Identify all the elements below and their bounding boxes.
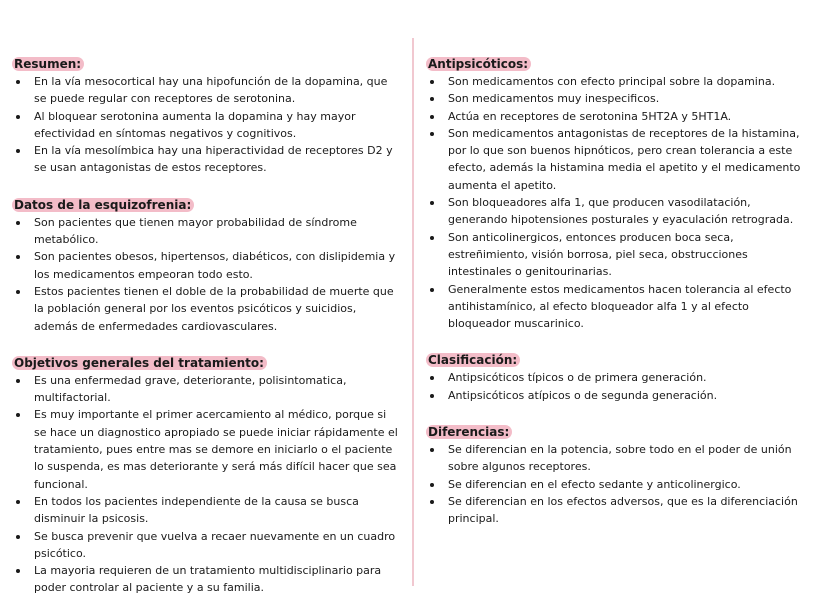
list-item: Se diferencian en la potencia, sobre todo en el poder de unión sobre algunos receptores. bbox=[428, 441, 808, 476]
section-heading: Clasificación: bbox=[426, 353, 520, 367]
section-resumen bbox=[14, 53, 402, 177]
list-item: Son pacientes obesos, hipertensos, diabéticos, con dislipidemia y los medicamentos empeoran todo esto. bbox=[14, 248, 402, 283]
section-heading: Objetivos generales del tratamiento: bbox=[12, 356, 267, 370]
bullet-list bbox=[14, 214, 402, 335]
column-divider bbox=[412, 38, 414, 586]
list-item: Actúa en receptores de serotonina 5HT2A y 5HT1A. bbox=[428, 108, 808, 125]
section-antipsicoticos bbox=[428, 53, 808, 332]
list-item: Son pacientes que tienen mayor probabilidad de síndrome metabólico. bbox=[14, 214, 402, 249]
list-item: En la vía mesolímbica hay una hiperactividad de receptores D2 y se usan antagonistas de estos receptores. bbox=[14, 142, 402, 177]
list-item: Se diferencian en el efecto sedante y anticolinergico. bbox=[428, 476, 808, 493]
list-item: Son medicamentos con efecto principal sobre la dopamina. bbox=[428, 73, 808, 90]
list-item: Estos pacientes tienen el doble de la probabilidad de muerte que la población general por los eventos psicóticos y suicidios, además de enfermedades cardiovasculares. bbox=[14, 283, 402, 335]
list-item: Antipsicóticos típicos o de primera generación. bbox=[428, 369, 808, 386]
list-item: Antipsicóticos atípicos o de segunda generación. bbox=[428, 387, 808, 404]
right-column bbox=[428, 53, 808, 545]
list-item: En todos los pacientes independiente de la causa se busca disminuir la psicosis. bbox=[14, 493, 402, 528]
bullet-list bbox=[14, 73, 402, 177]
list-item: Se busca prevenir que vuelva a recaer nuevamente en un cuadro psicótico. bbox=[14, 528, 402, 563]
list-item: En la vía mesocortical hay una hipofunción de la dopamina, que se puede regular con receptores de serotonina. bbox=[14, 73, 402, 108]
list-item: Son bloqueadores alfa 1, que producen vasodilatación, generando hipotensiones posturales y eyaculación retrograda. bbox=[428, 194, 808, 229]
left-column bbox=[14, 53, 402, 614]
section-datos bbox=[14, 194, 402, 335]
section-clasificacion bbox=[428, 349, 808, 404]
bullet-list bbox=[14, 372, 402, 597]
list-item: Son medicamentos antagonistas de receptores de la histamina, por lo que son buenos hipnóticos, pero crean tolerancia a este efecto, además la histamina media el apetito y el medicamento aumenta el apetito. bbox=[428, 125, 808, 194]
section-heading: Diferencias: bbox=[426, 425, 512, 439]
bullet-list bbox=[428, 73, 808, 332]
section-heading: Antipsicóticos: bbox=[426, 57, 531, 71]
list-item: La mayoria requieren de un tratamiento multidisciplinario para poder controlar al paciente y a su familia. bbox=[14, 562, 402, 597]
section-heading: Resumen: bbox=[12, 57, 84, 71]
section-heading: Datos de la esquizofrenia: bbox=[12, 198, 194, 212]
list-item: Son medicamentos muy inespecificos. bbox=[428, 90, 808, 107]
bullet-list bbox=[428, 369, 808, 404]
list-item: Es una enfermedad grave, deteriorante, polisintomatica, multifactorial. bbox=[14, 372, 402, 407]
bullet-list bbox=[428, 441, 808, 527]
list-item: Es muy importante el primer acercamiento al médico, porque si se hace un diagnostico apropiado se puede iniciar rápidamente el tratamiento, pues entre mas se demore en iniciarlo o el paciente lo suspenda, es mas deteriorante y será más difícil hacer que sea funcional. bbox=[14, 406, 402, 492]
list-item: Generalmente estos medicamentos hacen tolerancia al efecto antihistamínico, al efecto bloqueador alfa 1 y al efecto bloqueador muscarinico. bbox=[428, 281, 808, 333]
list-item: Se diferencian en los efectos adversos, que es la diferenciación principal. bbox=[428, 493, 808, 528]
section-objetivos bbox=[14, 352, 402, 597]
list-item: Al bloquear serotonina aumenta la dopamina y hay mayor efectividad en síntomas negativos y cognitivos. bbox=[14, 108, 402, 143]
list-item: Son anticolinergicos, entonces producen boca seca, estreñimiento, visión borrosa, piel seca, obstrucciones intestinales o genitourinarias. bbox=[428, 229, 808, 281]
section-diferencias bbox=[428, 421, 808, 527]
